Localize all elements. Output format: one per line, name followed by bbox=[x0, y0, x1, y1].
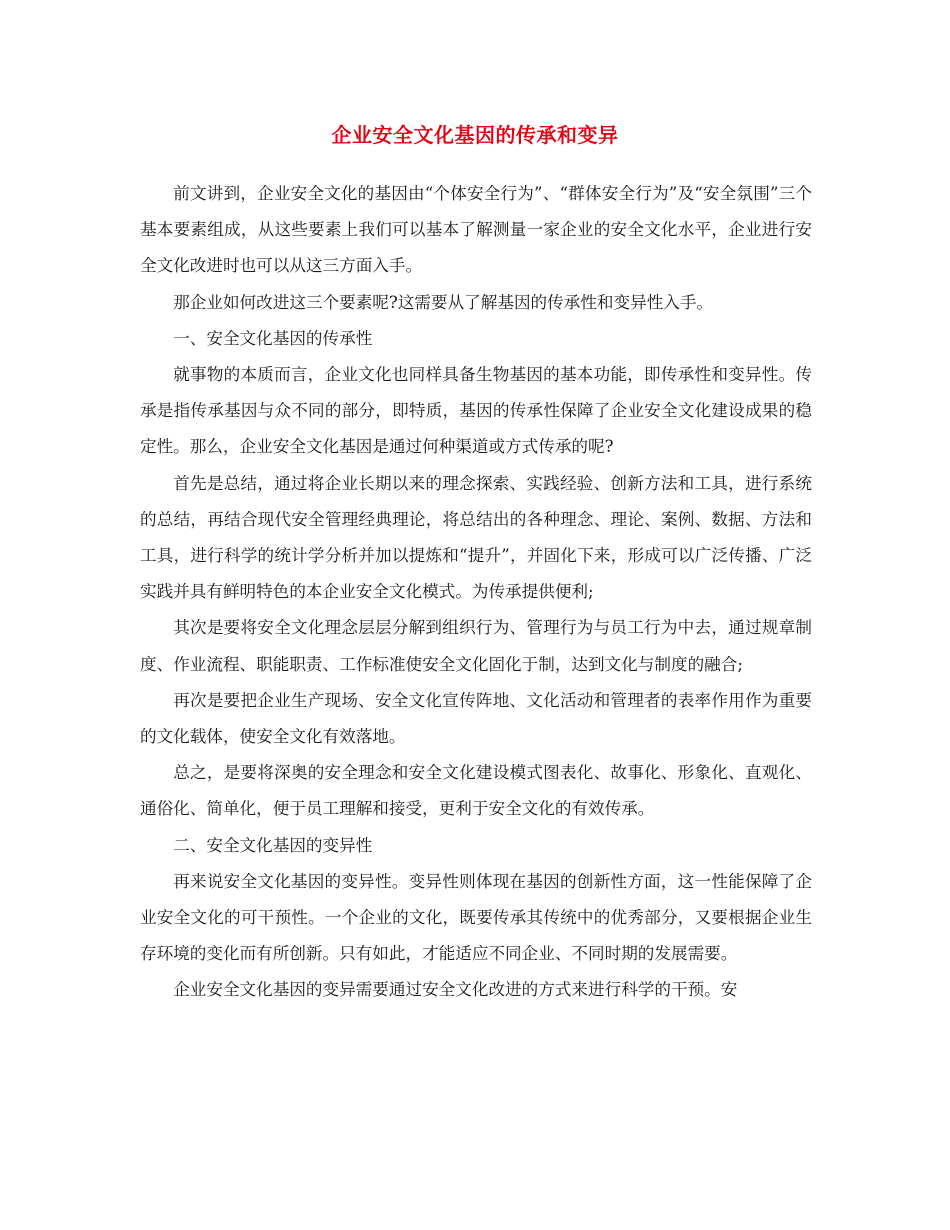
paragraph-variation-intervention: 企业安全文化基因的变异需要通过安全文化改进的方式来进行科学的干预。安 bbox=[173, 980, 738, 1000]
paragraph-second-decompose: 其次是要将安全文化理念层层分解到组织行为、管理行为与员工行为中去，通过规章制度、作业流程、职能职责、工作标准使安全文化固化于制，达到文化与制度的融合; bbox=[140, 618, 812, 674]
paragraph-question: 那企业如何改进这三个要素呢?这需要从了解基因的传承性和变异性入手。 bbox=[173, 292, 714, 312]
document-title: 企业安全文化基因的传承和变异 bbox=[331, 123, 619, 147]
section-heading-inheritance: 一、安全文化基因的传承性 bbox=[173, 328, 373, 348]
paragraph-conclusion: 总之，是要将深奥的安全理念和安全文化建设模式图表化、故事化、形象化、直观化、通俗化、简单化，便于员工理解和接受，更利于安全文化的有效传承。 bbox=[140, 763, 812, 819]
paragraph-variation-definition: 再来说安全文化基因的变异性。变异性则体现在基因的创新性方面，这一性能保障了企业安全文化的可干预性。一个企业的文化，既要传承其传统中的优秀部分，又要根据企业生存环境的变化而有所创新。只有如此，才能适应不同企业、不同时期的发展需要。 bbox=[140, 871, 812, 964]
paragraph-intro: 前文讲到，企业安全文化的基因由“个体安全行为”、“群体安全行为”及“安全氛围”三个基本要素组成，从这些要素上我们可以基本了解测量一家企业的安全文化水平，企业进行安全文化改进时也可以从这三方面入手。 bbox=[140, 184, 812, 276]
paragraph-inheritance-definition: 就事物的本质而言，企业文化也同样具备生物基因的基本功能，即传承性和变异性。传承是指传承基因与众不同的部分，即特质，基因的传承性保障了企业安全文化建设成果的稳定性。那么，企业安全文化基因是通过何种渠道或方式传承的呢? bbox=[140, 365, 812, 457]
paragraph-third-carrier: 再次是要把企业生产现场、安全文化宣传阵地、文化活动和管理者的表率作用作为重要的文化载体，使安全文化有效落地。 bbox=[140, 690, 812, 747]
section-heading-variation: 二、安全文化基因的变异性 bbox=[173, 835, 373, 855]
paragraph-first-summary: 首先是总结，通过将企业长期以来的理念探索、实践经验、创新方法和工具，进行系统的总结，再结合现代安全管理经典理论，将总结出的各种理念、理论、案例、数据、方法和工具，进行科学的统计学分析并加以提炼和“提升”，并固化下来，形成可以广泛传播、广泛实践并具有鲜明特色的本企业安全文化模式。为传承提供便利; bbox=[140, 473, 812, 602]
document-body bbox=[140, 176, 812, 1009]
